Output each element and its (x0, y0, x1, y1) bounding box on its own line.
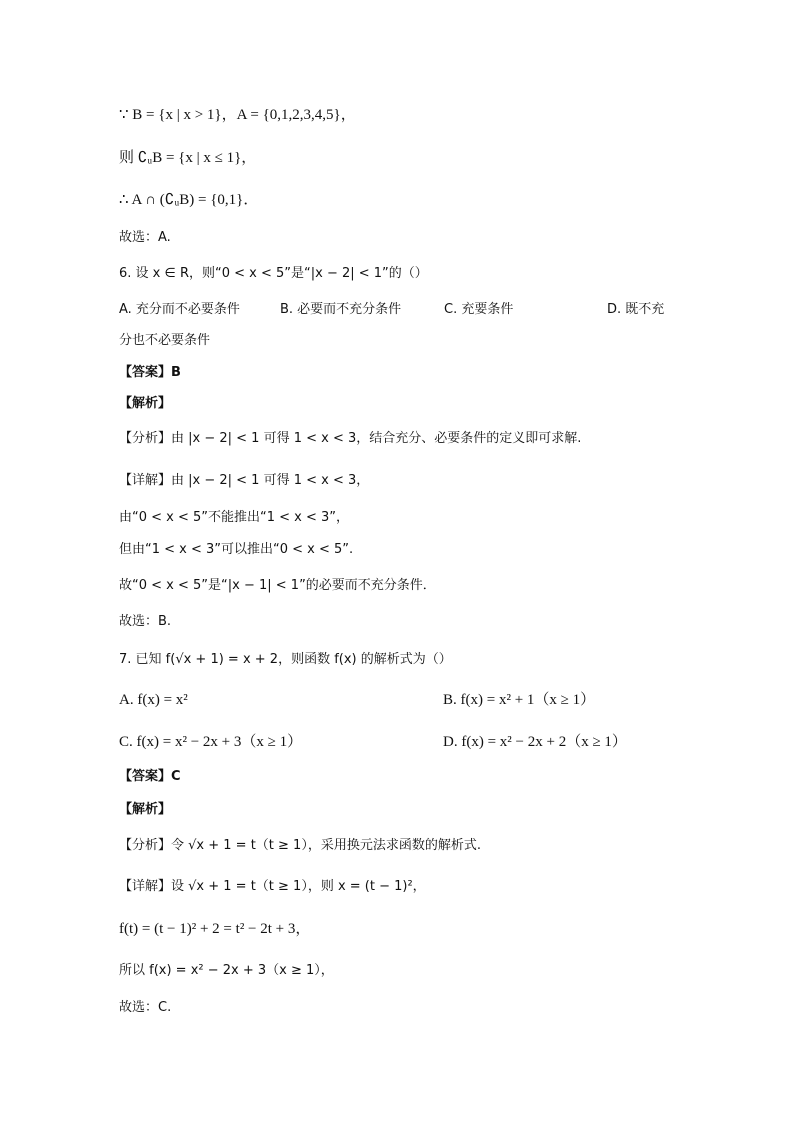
q7-answer: 【答案】C (119, 769, 181, 784)
q6-option-d: D. 既不充 (607, 302, 665, 317)
q7-detail-line-1: f(t) = (t − 1)² + 2 = t² − 2t + 3， (119, 921, 311, 937)
solution-line-intersection: ∴ A ∩ (∁ᵤB) = {0,1}． (119, 192, 259, 208)
question-7-stem: 7. 已知 f(√x + 1) = x + 2，则函数 f(x) 的解析式为（） (119, 652, 452, 667)
q7-detail-line-2: 所以 f(x) = x² − 2x + 3（x ≥ 1）， (119, 963, 334, 978)
question-6-options-row (119, 301, 676, 319)
q6-choose: 故选：B. (119, 614, 172, 629)
choose-a-line: 故选：A. (119, 230, 171, 245)
q6-detailed-solution: 【详解】由 |x − 2| < 1 可得 1 < x < 3， (119, 473, 370, 488)
q6-detail-line-2: 但由“1 < x < 3”可以推出“0 < x < 5”. (119, 542, 354, 557)
q7-options-row-2 (119, 733, 676, 751)
q7-option-c: C. f(x) = x² − 2x + 3（x ≥ 1） (119, 734, 303, 750)
q6-option-d-continued: 分也不必要条件 (119, 333, 211, 348)
q7-option-d: D. f(x) = x² − 2x + 2（x ≥ 1） (443, 734, 627, 750)
question-6-stem: 6. 设 x ∈ R，则“0 < x < 5”是“|x − 2| < 1”的（） (119, 266, 428, 281)
q6-option-c: C. 充要条件 (444, 302, 514, 317)
q7-analysis-heading: 【解析】 (119, 802, 172, 817)
solution-line-complement: 则 ∁ᵤB = {x | x ≤ 1}， (119, 150, 257, 166)
q6-option-b: B. 必要而不充分条件 (280, 302, 402, 317)
q6-detail-line-1: 由“0 < x < 5”不能推出“1 < x < 3”， (119, 510, 350, 525)
q6-analysis-heading: 【解析】 (119, 396, 172, 411)
q7-option-b: B. f(x) = x² + 1（x ≥ 1） (443, 692, 596, 708)
q7-options-row-1 (119, 691, 676, 709)
q6-answer: 【答案】B (119, 365, 181, 380)
q6-option-a: A. 充分而不必要条件 (119, 302, 240, 317)
q7-analysis: 【分析】令 √x + 1 = t（t ≥ 1），采用换元法求函数的解析式. (119, 838, 481, 853)
q6-analysis: 【分析】由 |x − 2| < 1 可得 1 < x < 3，结合充分、必要条件的定义即可求解. (119, 431, 582, 446)
q7-option-a: A. f(x) = x² (119, 692, 188, 708)
q6-detail-line-3: 故“0 < x < 5”是“|x − 1| < 1”的必要而不充分条件． (119, 578, 436, 593)
solution-line-set-b: ∵ B = {x | x > 1}，A = {0,1,2,3,4,5}， (119, 107, 356, 123)
q7-choose: 故选：C. (119, 1000, 172, 1015)
q7-detailed-solution: 【详解】设 √x + 1 = t（t ≥ 1），则 x = (t − 1)²， (119, 879, 426, 894)
